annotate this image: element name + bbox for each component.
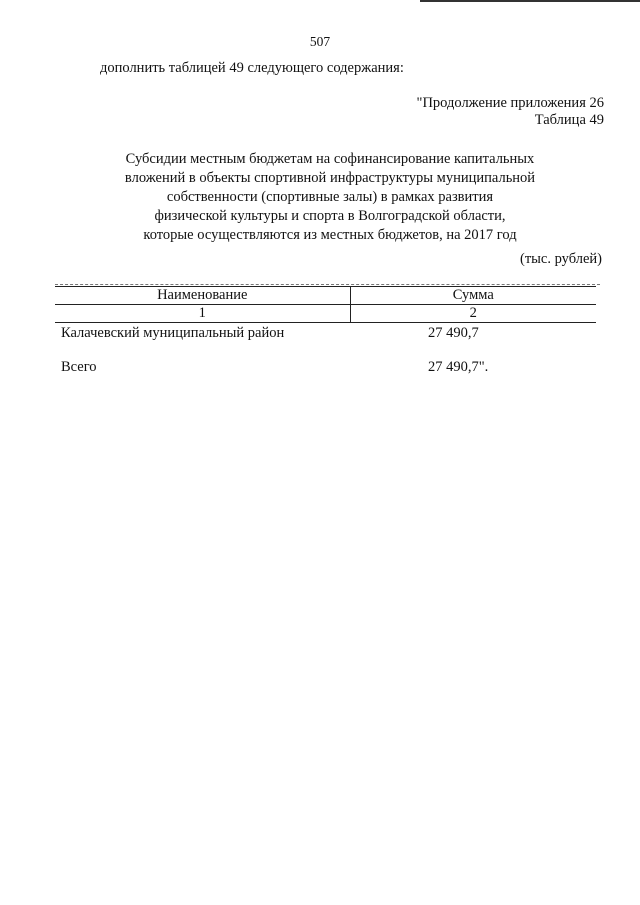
- page-number: 507: [309, 34, 331, 49]
- header-name: Наименование: [55, 287, 350, 305]
- header-sum: Сумма: [350, 287, 596, 305]
- column-number: 1: [55, 305, 350, 323]
- spacer-row: [55, 345, 596, 357]
- table-number-line: Таблица 49: [534, 112, 604, 128]
- units-label: (тыс. рублей): [520, 251, 602, 267]
- row-name: Калачевский муниципальный район: [61, 325, 285, 341]
- table-header-row: [55, 287, 596, 305]
- title-line: которые осуществляются из местных бюджетов, на 2017 год: [143, 227, 517, 243]
- top-edge-rule: [420, 0, 640, 2]
- title-line: физической культуры и спорта в Волгоградской области,: [154, 208, 506, 224]
- column-number-row: [55, 305, 596, 323]
- column-number: 2: [350, 305, 596, 323]
- table-row: [55, 323, 596, 346]
- table-top-dashed-rule: [55, 284, 600, 285]
- subsidies-table: [55, 286, 596, 379]
- title-line: собственности (спортивные залы) в рамках развития: [166, 189, 494, 205]
- appendix-line: "Продолжение приложения 26: [416, 95, 604, 111]
- table-title: [60, 150, 600, 245]
- row-sum: 27 490,7: [428, 325, 479, 341]
- total-row: [55, 357, 596, 379]
- title-line: вложений в объекты спортивной инфраструктуры муниципальной: [124, 170, 536, 186]
- intro-text: дополнить таблицей 49 следующего содержания:: [100, 60, 404, 76]
- appendix-reference: [417, 95, 604, 129]
- title-line: Субсидии местным бюджетам на софинансирование капитальных: [125, 151, 535, 167]
- total-label: Всего: [61, 359, 97, 375]
- total-sum: 27 490,7".: [428, 359, 489, 375]
